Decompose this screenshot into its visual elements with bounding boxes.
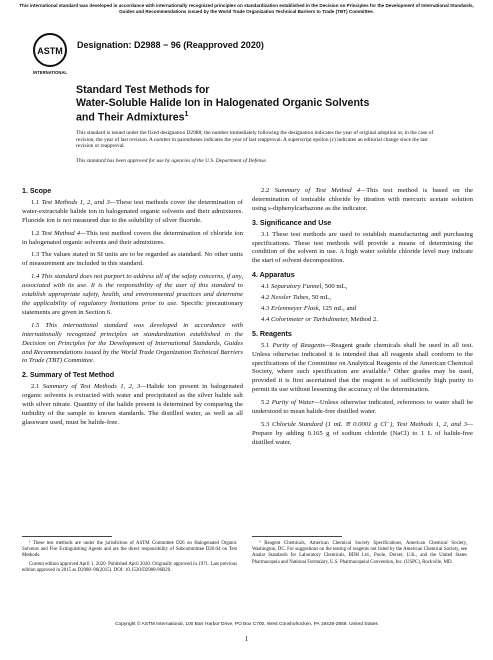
para-5-2: 5.2 Purity of Water—Unless otherwise indicated, references to water shall be understood to mean halide-free distilled water.	[252, 399, 474, 416]
left-column	[22, 182, 243, 432]
title-footnote-mark: 1	[184, 111, 189, 119]
title-line-2: Water-Soluble Halide Ion in Halogenated Organic Solvents	[76, 96, 370, 109]
apparatus-item: 4.4 Colorimeter or Turbidimeter, Method 2.	[261, 315, 379, 323]
document-title	[76, 84, 436, 124]
title-line-3: and Their Admixtures$^1$	[76, 111, 189, 124]
title-line-1: Standard Test Methods for	[76, 84, 210, 96]
footnote-1	[22, 541, 237, 576]
dod-approval-note: This standard has been approved for use by agencies of the U.S. Department of Defense.	[76, 158, 268, 164]
apparatus-heading: 4. Apparatus	[252, 271, 295, 280]
para-1-3: 1.3 The values stated in SI units are to be regarded as standard. No other units of measurement are included in this standard.	[22, 251, 243, 268]
footnote-2-reagents: ² Reagent Chemicals, American Chemical Society Specifications, American Chemical Society, Washington, DC. For suggestions on the testing of reagents not listed by the American Chemical Society, see Analar Standards for Laboratory Chemicals, BDH Ltd., Poole, Dorset, U.K., and the United States Pharmacopeia and National Formulary, U.S. Pharmacopeial Convention, Inc. (USPC), Rockville, MD.	[252, 541, 467, 565]
para-1-5: 1.5 This international standard was developed in accordance with internationally recognized principles on standardization established in the Decision on Principles for the Development of International Standards, Guides and Recommendations issued by the World Trade Organization Technical Barriers to Trade (TBT) Committee.	[22, 321, 243, 365]
significance-heading: 3. Significance and Use	[252, 218, 332, 227]
reagents-heading: 5. Reagents	[252, 329, 292, 338]
summary-heading: 2. Summary of Test Method	[22, 371, 115, 380]
copyright-line: Copyright © ASTM International, 100 Barr Harbor Drive, PO Box C700, West Conshohocken, PA 19428-2959. United States	[115, 622, 378, 627]
astm-logo	[30, 32, 70, 77]
apparatus-item: 4.2 Nessler Tubes, 50 mL,	[261, 294, 332, 302]
svg-text:ASTM: ASTM	[37, 46, 63, 56]
para-2-1: 2.1 Summary of Test Methods 1, 2, 3—Halide ion present in halogenated organic solvents is extracted with water and precipitated as the silver halide salt with silver nitrate. Quantity of the halide present is determined by comparing the turbidity of the sample to known standards. The distilled water, as well as all glassware used, must be halide-free.	[22, 383, 243, 426]
para-1-4: 1.4 This standard does not purport to address all of the safety concerns, if any, associated with its use. It is the responsibility of the user of this standard to establish appropriate safety, health, and environmental practices and determine the applicability of regulatory limitations prior to use. Specific precautionary statements are given in Section 6.	[22, 273, 244, 316]
designation: Designation: D2988 − 96 (Reapproved 2020)	[77, 40, 264, 50]
footnote-1-jurisdiction: ¹ These test methods are under the jurisdiction of ASTM Committee D26 on Halogenated Organic Solvents and Fire Extinguishing Agents and are the direct responsibility of Subcommittee D26.04 on Test Methods.	[22, 541, 237, 559]
footnote-1-edition: Current edition approved April 1, 2020. Published April 2020. Originally approved in 1971. Last previous edition approved in 2015 as D2988–96(2015). DOI: 10.1520/D2988-96R20.	[22, 561, 237, 573]
apparatus-item: 4.3 Erlenmeyer Flask, 125 mL, and	[261, 304, 357, 312]
para-2-2: 2.2 Summary of Test Method 4—This test method is based on the determination of ionizable chloride by titration with mercuric acetate solution using s-diphenylcarbazone as the indicator.	[252, 187, 474, 212]
para-5-1: 5.1 Purity of Reagents—Reagent grade chemicals shall be used in all test. Unless otherwise indicated it is intended that all reagents shall conform to the specifications of the Committee on Analytical Reagents of the American Chemical Society, where such specification are available.² Other grades may be used, provided it is first ascertained that the reagent is of sufficiently high purity to permit its use without lessening the accuracy of the determination.	[252, 341, 474, 394]
footnote-2	[252, 541, 467, 568]
scope-heading: 1. Scope	[22, 187, 52, 195]
svg-text:INTERNATIONAL: INTERNATIONAL	[33, 70, 67, 75]
para-1-2: 1.2 Test Method 4—This test method covers the determination of chloride ion in halogenated organic solvents and their admixtures.	[22, 229, 243, 246]
page-number: 1	[244, 635, 249, 643]
para-5-3: 5.3 Chloride Standard (1 mL ≅ 0.0001 g Cl⁻), Test Methods 1, 2, and 3—Prepare by adding 0.165 g of sodium chloride (NaCl) to 1 L of halide-free distilled water.	[252, 420, 473, 446]
apparatus-item: 4.1 Separatory Funnel, 500 mL,	[261, 283, 348, 291]
footnote-rule-right	[252, 536, 342, 537]
para-1-1: 1.1 Test Methods 1, 2, and 3—These test methods cover the determination of water-extractable halide ion in halogenated organic solvents and their admixtures. Fluoride ion is not measured due to the solubility of silver fluoride.	[22, 198, 244, 224]
standard-issuance-note: This standard is issued under the fixed designation D2988; the number immediately following the designation indicates the year of original adoption or, in the case of revision, the year of last revision. A number in parentheses indicates the year of last reapproval. A superscript epsilon (ε) indicates an editorial change since the last revision or reapproval.	[76, 130, 434, 150]
footnote-rule-left	[22, 536, 112, 537]
international-standard-notice: This international standard was developed in accordance with internationally recognized principles on standardization established in the Decision on Principles for the Development of International Standards, Guides and Recommendations issued by the World Trade Organization Technical Barriers to Trade (TBT) Committee.	[19, 3, 474, 14]
right-column	[252, 182, 473, 452]
para-3-1: 3.1 These test methods are used to establish manufacturing and purchasing specifications. These test methods will provide a means of determining the condition of the solvent in use. A high water soluble chloride level may indicate the start of solvent decomposition.	[252, 230, 473, 265]
